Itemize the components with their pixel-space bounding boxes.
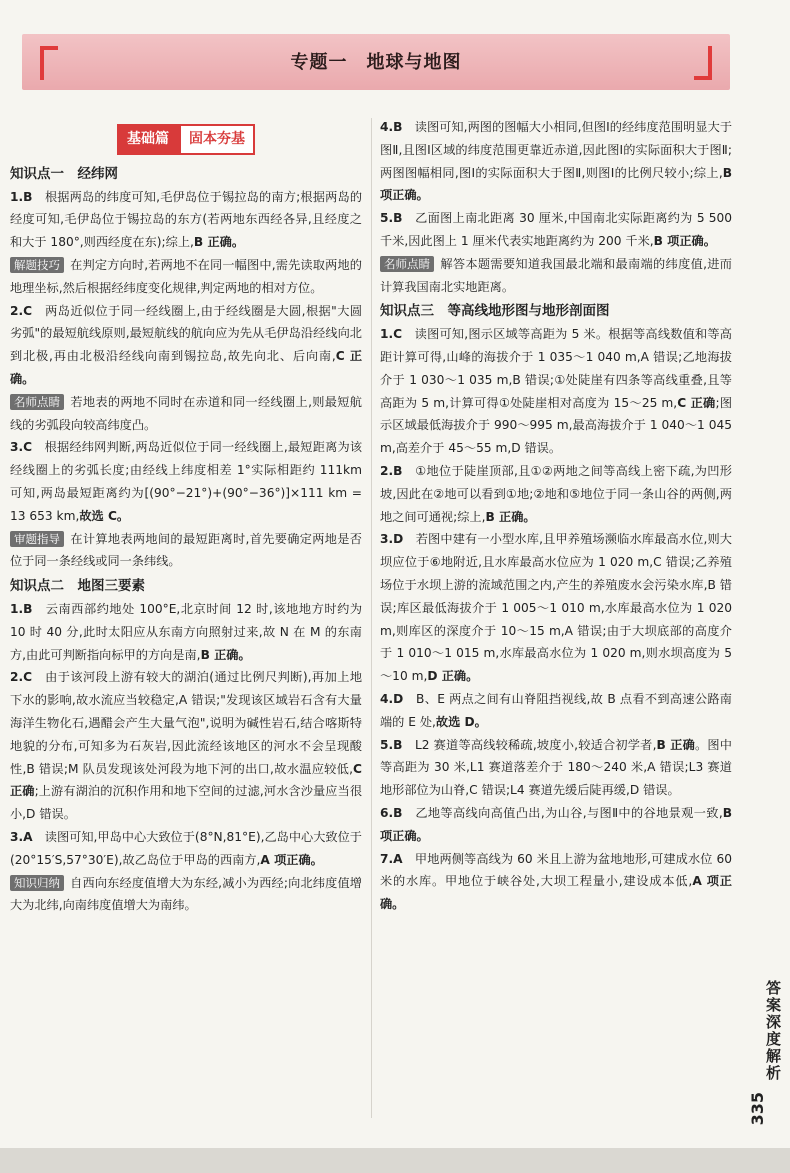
answer-item: 1.C 读图可知,图示区域等高距为 5 米。根据等高线数值和等高距计算可得,山峰的海拔介于 1 035～1 040 m,A 错误;乙地海拔介于 1 030～1 035 m,B 错误;①处陡崖有四条等高线重叠,且等高距为 5 m,计算可得①处陡崖相对高度为 15～25 m,C 正确;图示区域最低海拔介于 990～995 m,最高海拔介于 1 040～1 045 m,高差介于 45～55 m,D 错误。 — [380, 327, 733, 456]
section-heading-2: 知识点二 地图三要素 — [10, 578, 145, 595]
answer-item: 2.B ①地位于陡崖顶部,且①②两地之间等高线上密下疏,为凹形坡,因此在②地可以看到①地;②地和⑤地位于同一条山谷的两侧,两地之间可通视;综上,B 正确。 — [380, 463, 732, 524]
tip-tag: 知识归纳 — [10, 875, 64, 891]
tip-tag: 名师点睛 — [380, 256, 434, 272]
side-label: 答案深度解析 — [764, 980, 782, 1082]
section-heading-3: 知识点三 等高线地形图与地形剖面图 — [380, 303, 610, 320]
section-tabs — [10, 124, 362, 155]
tip-tag: 解题技巧 — [10, 257, 64, 273]
tip-item: 知识归纳 自西向东经度值增大为东经,减小为西经;向北纬度值增大为北纬,向南纬度值增大为南纬。 — [10, 875, 362, 913]
bracket-right-icon — [694, 46, 712, 80]
tip-item: 名师点睛 若地表的两地不同时在赤道和同一经线圈上,则最短航线的劣弧段向较高纬度凸。 — [10, 394, 362, 432]
answer-item: 7.A 甲地两侧等高线为 60 米且上游为盆地地形,可建成水位 60 米的水库。甲地位于峡谷处,大坝工程量小,建设成本低,A 项正确。 — [380, 851, 732, 912]
answer-item: 2.C 由于该河段上游有较大的湖泊(通过比例尺判断),再加上地下水的影响,故水流应当较稳定,A 错误;"发现该区域岩石含有大量海洋生物化石,遇醋会产生大量气泡",说明为碱性岩石,结合喀斯特地貌的分布,可知多为石灰岩,因此流经该地区的河水不会呈现酸性,B 错误;M 队员发现该处河段为地下河的出口,故水温应较低,C 正确;上游有湖泊的沉积作用和地下空间的过滤,河水含沙量应当很小,D 错误。 — [10, 670, 363, 822]
column-divider — [371, 118, 372, 1118]
tip-item: 审题指导 在计算地表两地间的最短距离时,首先要确定两地是否位于同一条经线或同一条纬线。 — [10, 531, 362, 569]
answer-item: 3.D 若图中建有一小型水库,且甲养殖场濒临水库最高水位,则大坝应位于⑥地附近,且水库最高水位应为 1 020 m,C 错误;乙养殖场位于水坝上游的流域范围之内,产生的养殖废水会污染水库,B 错误;库区最低海拔介于 1 005～1 010 m,水库最高水位为 1 020 m,则库区的深度介于 10～15 m,A 错误;由于大坝底部的高度介于 1 010～1 015 m,水库最高水位为 1 020 m,则水坝高度为 5～10 m,D 正确。 — [380, 532, 732, 684]
answer-item: 3.C 根据经纬网判断,两岛近似位于同一经线圈上,最短距离为该经线圈上的劣弧长度;由经线上纬度相差 1°实际相距约 111km 可知,两岛最短距离约为[(90°−21°)+(90°−36°)]×111 km = 13 653 km,故选 C。 — [10, 440, 363, 523]
topic-banner — [22, 34, 730, 90]
tip-tag: 名师点睛 — [10, 394, 64, 410]
answer-item: 6.B 乙地等高线向高值凸出,为山谷,与图Ⅱ中的谷地景观一致,B 项正确。 — [380, 805, 733, 843]
left-column — [10, 120, 362, 917]
tip-item: 名师点睛 解答本题需要知道我国最北端和最南端的纬度值,进而计算我国南北实地距离。 — [380, 256, 732, 294]
tip-item: 解题技巧 在判定方向时,若两地不在同一幅图中,需先读取两地的地理坐标,然后根据经纬度变化规律,判定两地的相对方位。 — [10, 257, 362, 295]
answer-item: 5.B 乙面图上南北距离 30 厘米,中国南北实际距离约为 5 500 千米,因此图上 1 厘米代表实地距离约为 200 千米,B 项正确。 — [380, 211, 732, 248]
bottom-edge — [0, 1148, 790, 1173]
answer-item: 3.A 读图可知,甲岛中心大致位于(8°N,81°E),乙岛中心大致位于(20°15′S,57°30′E),故乙岛位于甲岛的西南方,A 项正确。 — [10, 829, 362, 867]
answer-item: 1.B 云南西部约地处 100°E,北京时间 12 时,该地地方时约为 10 时 40 分,此时太阳应从东南方向照射过来,故 N 在 M 的东南方,由此可判断指向标甲的方向是南,B 正确。 — [10, 601, 363, 662]
tip-tag: 审题指导 — [10, 531, 64, 547]
page-number: 335 — [748, 1092, 767, 1126]
tab-basic: 基础篇 — [117, 124, 179, 155]
right-column — [380, 116, 732, 916]
answer-item: 4.D B、E 两点之间有山脊阻挡视线,故 B 点看不到高速公路南端的 E 处,故选 D。 — [380, 691, 732, 729]
answer-item: 4.B 读图可知,两图的图幅大小相同,但图Ⅰ的经纬度范围明显大于图Ⅱ,且图Ⅰ区域的纬度范围更靠近赤道,因此图Ⅰ的实际面积大于图Ⅱ;两图图幅相同,图Ⅰ的实际面积大于图Ⅱ,则图Ⅰ的比例尺较小;综上,B 项正确。 — [380, 120, 733, 203]
tab-sub: 固本夯基 — [179, 124, 255, 155]
answer-item: 2.C 两岛近似位于同一经线圈上,由于经线圈是大圆,根据"大圆劣弧"的最短航线原则,最短航线的航向应为先从毛伊岛沿经线向北到北极,再由北极沿经线向南到锡拉岛,故先向北、后向南,C 正确。 — [10, 303, 363, 386]
topic-title: 专题一 地球与地图 — [290, 52, 462, 73]
answer-item: 5.B L2 赛道等高线较稀疏,坡度小,较适合初学者,B 正确。图中等高距为 30 米,L1 赛道落差介于 180～240 米,A 错误;L3 赛道地形部位为山脊,C 错误;L4 赛道先缓后陡再缓,D 错误。 — [380, 737, 732, 798]
answer-item: 1.B 根据两岛的纬度可知,毛伊岛位于锡拉岛的南方;根据两岛的经度可知,毛伊岛位于锡拉岛的东方(若两地东西经各异,且经度之和大于 180°,则西经度在东);综上,B 正确。 — [10, 189, 363, 250]
section-heading-1: 知识点一 经纬网 — [10, 165, 118, 182]
